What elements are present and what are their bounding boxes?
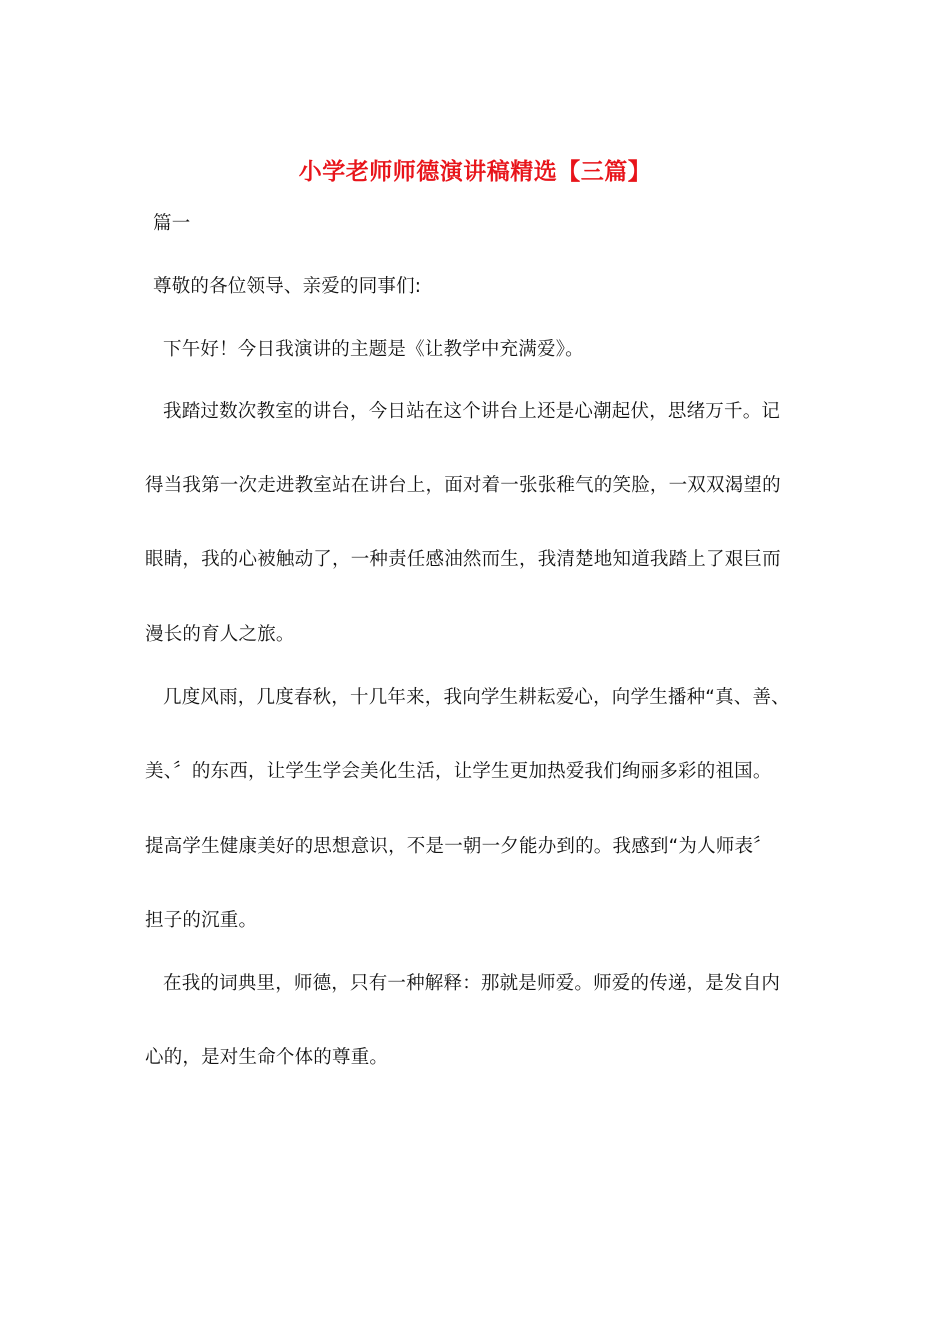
paragraph-line: 得当我第一次走进教室站在讲台上，面对着一张张稚气的笑脸，一双双渴望的 <box>145 475 781 496</box>
salutation: 尊敬的各位领导、亲爱的同事们: <box>153 276 422 297</box>
paragraph-line: 担子的沉重。 <box>145 910 258 931</box>
paragraph-line: 美、〞的东西，让学生学会美化生活，让学生更加热爱我们绚丽多彩的祖国。 <box>145 761 772 782</box>
document-title: 小学老师师德演讲稿精选【三篇】 <box>298 158 652 185</box>
paragraph-line: 漫长的育人之旅。 <box>145 624 295 645</box>
paragraph-line: 我踏过数次教室的讲台，今日站在这个讲台上还是心潮起伏，思绪万千。记 <box>163 401 781 422</box>
paragraph-line: 提高学生健康美好的思想意识，不是一朝一夕能办到的。我感到“为人师表〞 <box>145 836 772 857</box>
section-heading: 篇一 <box>153 213 191 234</box>
paragraph-line: 在我的词典里，师德，只有一种解释：那就是师爱。师爱的传递，是发自内 <box>163 973 781 994</box>
paragraph-line: 几度风雨，几度春秋，十几年来，我向学生耕耘爱心，向学生播种“真、善、 <box>163 687 790 708</box>
paragraph-line: 下午好！今日我演讲的主题是《让教学中充满爱》。 <box>163 339 584 360</box>
paragraph-line: 心的，是对生命个体的尊重。 <box>145 1047 389 1068</box>
paragraph-line: 眼睛，我的心被触动了，一种责任感油然而生，我清楚地知道我踏上了艰巨而 <box>145 549 781 570</box>
